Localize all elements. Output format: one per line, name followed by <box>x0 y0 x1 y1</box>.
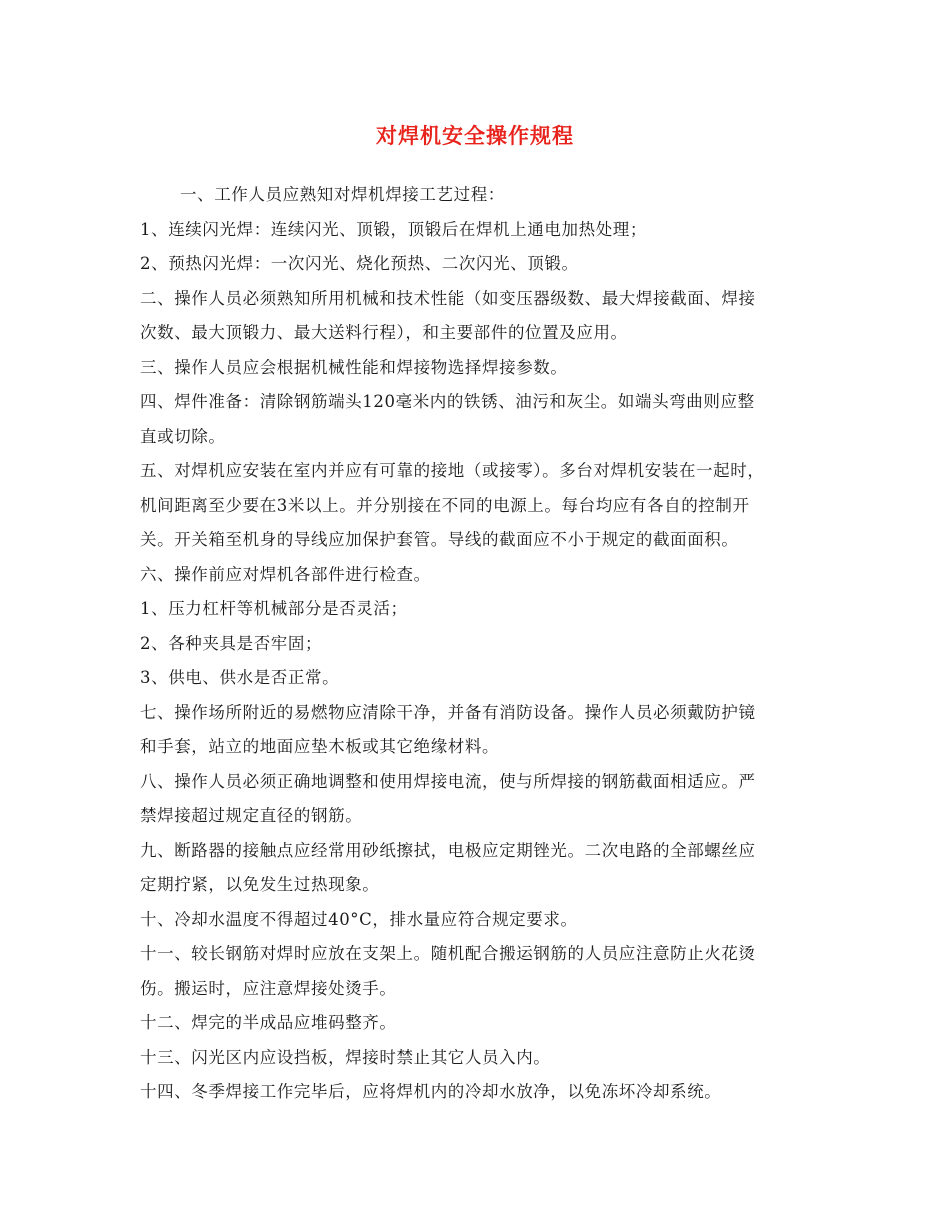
text-line: 五、对焊机应安装在室内并应有可靠的接地（或接零）。多台对焊机安装在一起时， <box>140 461 765 480</box>
text-line: 二、操作人员必须熟知所用机械和技术性能（如变压器级数、最大焊接截面、焊接 <box>140 288 756 308</box>
text-line: 禁焊接超过规定直径的钢筋。 <box>140 806 363 825</box>
text-line: 机间距离至少要在3米以上。并分别接在不同的电源上。每台均应有各自的控制开 <box>140 495 750 515</box>
document-title: 对焊机安全操作规程 <box>376 124 574 148</box>
text-line: 九、断路器的接触点应经常用砂纸擦拭，电极应定期锉光。二次电路的全部螺丝应 <box>140 840 756 860</box>
text-line: 八、操作人员必须正确地调整和使用焊接电流，使与所焊接的钢筋截面相适应。严 <box>140 771 756 791</box>
text-line: 十三、闪光区内应设挡板，焊接时禁止其它人员入内。 <box>140 1047 551 1067</box>
document-body <box>140 178 840 1110</box>
text-line: 十二、焊完的半成品应堆码整齐。 <box>140 1013 397 1032</box>
text-line: 十四、冬季焊接工作完毕后，应将焊机内的冷却水放净，以免冻坏冷却系统。 <box>140 1082 722 1101</box>
text-line: 六、操作前应对焊机各部件进行检查。 <box>140 564 431 584</box>
text-line: 定期拧紧，以免发生过热现象。 <box>140 875 380 894</box>
text-line: 十、冷却水温度不得超过40°C，排水量应符合规定要求。 <box>140 909 578 929</box>
text-line: 2、预热闪光焊：一次闪光、烧化预热、二次闪光、顶锻。 <box>140 254 579 273</box>
text-line: 十一、较长钢筋对焊时应放在支架上。随机配合搬运钢筋的人员应注意防止火花烫 <box>140 944 756 963</box>
text-line: 伤。搬运时，应注意焊接处烫手。 <box>140 978 397 998</box>
text-line: 3、供电、供水是否正常。 <box>140 668 340 687</box>
text-line: 三、操作人员应会根据机械性能和焊接物选择焊接参数。 <box>140 357 568 377</box>
text-line: 1、压力杠杆等机械部分是否灵活； <box>140 599 408 618</box>
text-line: 直或切除。 <box>140 426 226 446</box>
text-line: 次数、最大顶锻力、最大送料行程），和主要部件的位置及应用。 <box>140 323 628 342</box>
text-line: 1、连续闪光焊：连续闪光、顶锻，顶锻后在焊机上通电加热处理； <box>140 219 647 239</box>
text-line: 关。开关箱至机身的导线应加保护套管。导线的截面应不小于规定的截面面积。 <box>140 530 739 549</box>
text-line: 和手套，站立的地面应垫木板或其它绝缘材料。 <box>140 737 500 756</box>
text-line: 2、各种夹具是否牢固； <box>140 633 323 653</box>
text-line: 七、操作场所附近的易燃物应清除干净，并备有消防设备。操作人员必须戴防护镜 <box>140 702 756 722</box>
text-line: 一、工作人员应熟知对焊机焊接工艺过程： <box>180 185 505 204</box>
text-line: 四、焊件准备：清除钢筋端头120毫米内的铁锈、油污和灰尘。如端头弯曲则应整 <box>140 392 755 411</box>
